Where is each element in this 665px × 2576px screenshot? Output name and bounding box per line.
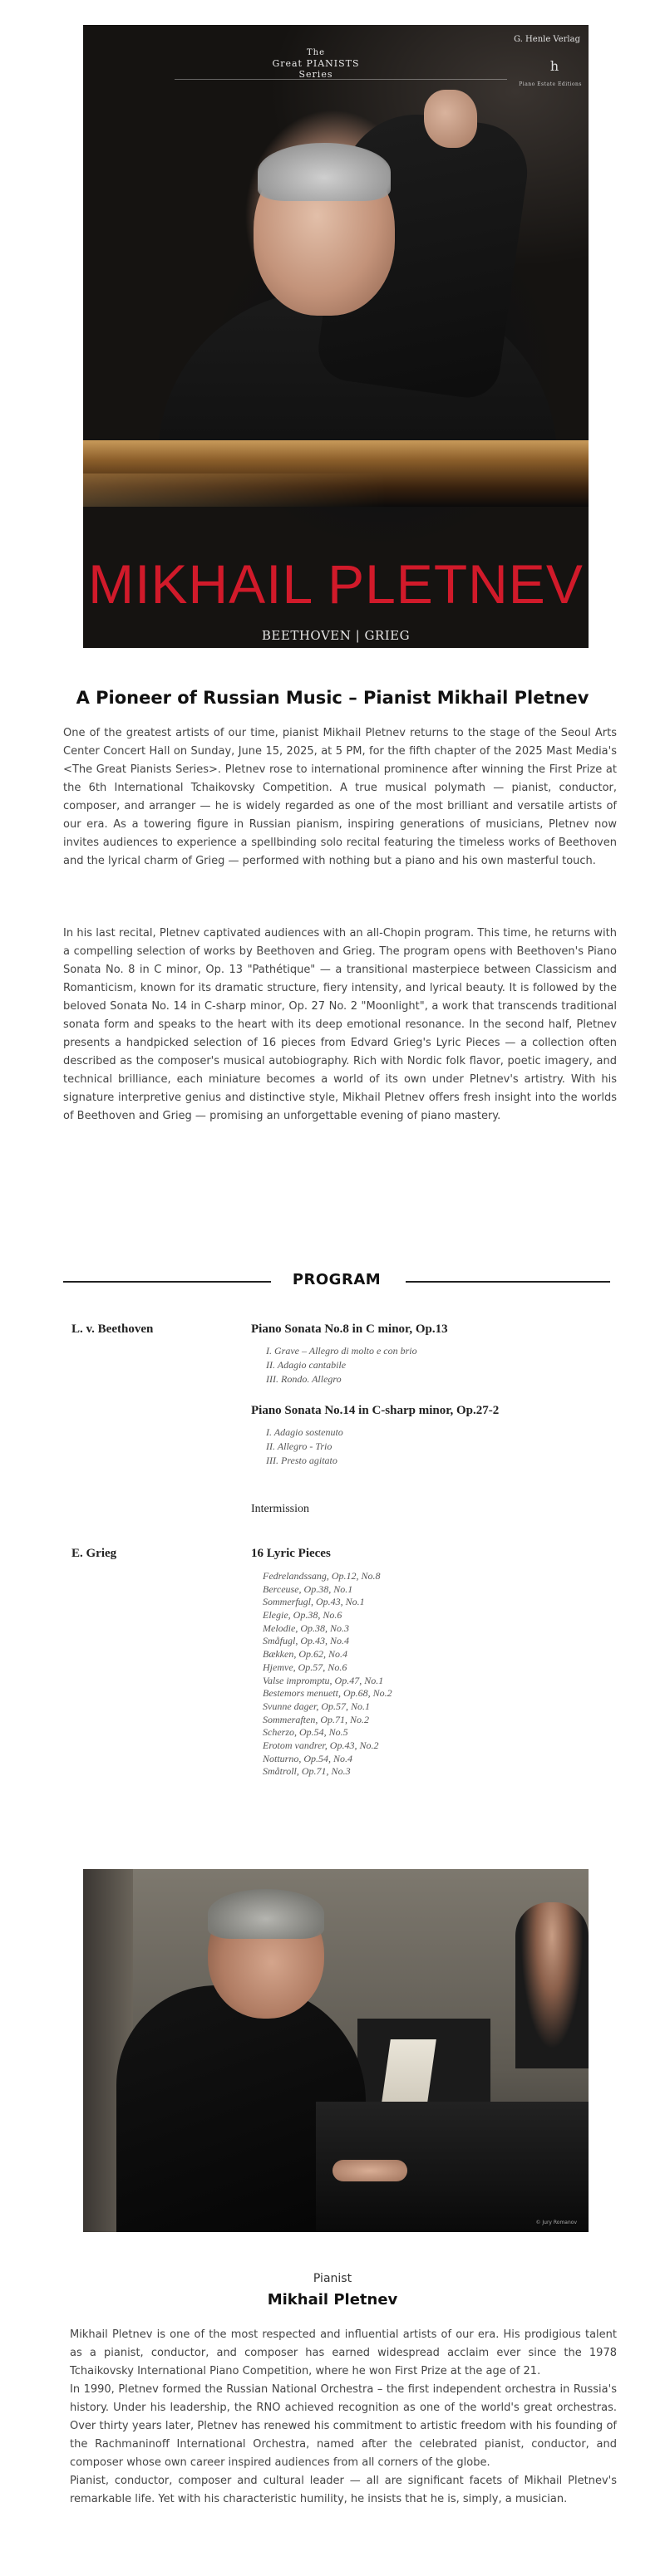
bio-paragraph-1: Mikhail Pletnev is one of the most respected and influential artists of our era. His prodigious talent as a pianist, conductor, and composer has earned widespread acclaim ever since the 1978 Tchaikovsky International Piano Competition, where he won First Prize at the age of 21. (70, 2328, 617, 2377)
series-logo-line2: Great PIANISTS Series (272, 58, 360, 81)
movement-item: II. Adagio cantabile (266, 1359, 347, 1371)
composer-beethoven: L. v. Beethoven (71, 1322, 154, 1336)
work-sonata-14-movements (266, 1425, 343, 1468)
poster-composers: BEETHOVEN | GRIEG (261, 628, 411, 643)
series-logo (266, 48, 366, 80)
lyric-piece-item: Småfugl, Op.43, No.4 (263, 1635, 350, 1647)
raised-hand-illustration (424, 90, 477, 148)
lyric-piece-item: Fedrelandssang, Op.12, No.8 (263, 1570, 381, 1582)
program-header (63, 1271, 610, 1291)
photo-pianist-hair (208, 1889, 324, 1939)
work-sonata-8-movements (266, 1344, 417, 1386)
lyric-pieces-list (263, 1570, 392, 1779)
bio-paragraph-3: Pianist, conductor, composer and cultural leader — all are significant facets of Mikhail Pletnev's remarkable life. Yet with his characteristic humility, he insists that he is, simply, a musician. (70, 2475, 617, 2505)
photo-credit: © Jury Romanov (535, 2220, 577, 2225)
lyric-piece-item: Hjemve, Op.57, No.6 (263, 1661, 347, 1673)
piano-highlight (83, 473, 589, 507)
work-sonata-8-title: Piano Sonata No.8 in C minor, Op.13 (251, 1322, 448, 1336)
intro-title: A Pioneer of Russian Music – Pianist Mikhail Pletnev (76, 688, 589, 708)
movement-item: I. Grave – Allegro di molto e con brio (266, 1345, 417, 1357)
lyric-piece-item: Svunne dager, Op.57, No.1 (263, 1700, 370, 1712)
bio-name: Mikhail Pletnev (267, 2291, 398, 2309)
lyric-piece-item: Sommerfugl, Op.43, No.1 (263, 1596, 365, 1608)
poster-divider (175, 79, 507, 80)
concert-poster (83, 25, 589, 648)
lyric-piece-item: Notturno, Op.54, No.4 (263, 1752, 353, 1764)
lyric-piece-item: Elegie, Op.38, No.6 (263, 1609, 342, 1622)
movement-item: III. Presto agitato (266, 1455, 337, 1466)
movement-item: III. Rondo. Allegro (266, 1373, 342, 1385)
performance-photo (83, 1869, 589, 2232)
lyric-piece-item: Bækken, Op.62, No.4 (263, 1648, 347, 1661)
lyric-piece-item: Bestemors menuett, Op.68, No.2 (263, 1687, 392, 1700)
lyric-piece-item: Sommeraften, Op.71, No.2 (263, 1713, 369, 1725)
intro-paragraph-1: One of the greatest artists of our time, pianist Mikhail Pletnev returns to the stage of the Seoul Arts Center Concert Hall on Sunday, June 15, 2025, at 5 PM, for the fifth chapter of the 2025 Mast Media's <The Great Pianists Series>. Pletnev rose to international prominence after winning the First Prize at the 6th International Tchaikovsky Competition. A true musical polymath — pianist, conductor, composer, and arranger — he is widely regarded as one of the most brilliant and versatile artists of our era. As a towering figure in Russian pianism, inspiring generations of musicians, Pletnev now invites audiences to experience a spellbinding solo recital featuring the timeless works of Beethoven and the lyrical charm of Grieg — performed with nothing but a piano and his own masterful touch. (63, 727, 617, 867)
lyric-piece-item: Berceuse, Op.38, No.1 (263, 1582, 353, 1595)
program-title: PROGRAM (292, 1271, 382, 1288)
publisher-name: G. Henle Verlag (514, 35, 580, 44)
work-sonata-14-title: Piano Sonata No.14 in C-sharp minor, Op.27-2 (251, 1404, 500, 1417)
lyric-piece-item: Erotom vandrer, Op.43, No.2 (263, 1739, 379, 1751)
composer-grieg: E. Grieg (71, 1547, 117, 1560)
intro-paragraph-2: In his last recital, Pletnev captivated audiences with an all-Chopin program. This time, he returns with a compelling selection of works by Beethoven and Grieg. The program opens with Beethoven's Piano Sonata No. 8 in C minor, Op. 13 "Pathétique" — a transitional masterpiece between Classicism and Romanticism, known for its dramatic structure, fiery intensity, and lyrical beauty. It is followed by the beloved Sonata No. 14 in C-sharp minor, Op. 27 No. 2 "Moonlight", a work that transcends traditional sonata form and speaks to the heart with its deep emotional resonance. In the second half, Pletnev presents a handpicked selection of 16 pieces from Edvard Grieg's Lyric Pieces — a collection often described as the composer's musical autobiography. Rich with Nordic folk flavor, poetic imagery, and technical brilliance, each miniature becomes a world of its own under Pletnev's artistry. With his signature interpretive genius and distinctive style, Mikhail Pletnev offers fresh insight into the worlds of Beethoven and Grieg — promising an unforgettable evening of piano mastery. (63, 927, 617, 1122)
work-lyric-pieces-title: 16 Lyric Pieces (251, 1547, 331, 1560)
lyric-piece-item: Valse impromptu, Op.47, No.1 (263, 1674, 384, 1686)
publisher-subtitle: Piano Estate Editions (519, 81, 582, 87)
bio-paragraph-2: In 1990, Pletnev formed the Russian National Orchestra – the first independent orchestra in Russia's history. Under his leadership, the RNO achieved recognition as one of the world's great orchestras. Over thirty years later, Pletnev has renewed his commitment to artistic freedom with his founding of the Rachmaninoff International Orchestra, named after the celebrated pianist, conductor, and composer whose own career inspired audiences from all corners of the globe. (70, 2383, 617, 2469)
lyric-piece-item: Melodie, Op.38, No.3 (263, 1622, 349, 1634)
photo-pianist-hands (332, 2160, 407, 2181)
bio-role: Pianist (313, 2272, 352, 2285)
lyric-piece-item: Småtroll, Op.71, No.3 (263, 1765, 351, 1778)
movement-item: II. Allegro - Trio (266, 1440, 332, 1452)
poster-artist-name: MIKHAIL PLETNEV (88, 553, 584, 615)
pianist-hair-illustration (258, 143, 391, 201)
photo-right-musician (515, 1902, 589, 2068)
publisher-logo-icon: h (549, 58, 559, 74)
intermission-label: Intermission (251, 1503, 309, 1515)
program-rule-right (406, 1281, 610, 1283)
movement-item: I. Adagio sostenuto (266, 1426, 343, 1438)
series-logo-line1: The (306, 48, 326, 57)
lyric-piece-item: Scherzo, Op.54, No.5 (263, 1726, 348, 1739)
